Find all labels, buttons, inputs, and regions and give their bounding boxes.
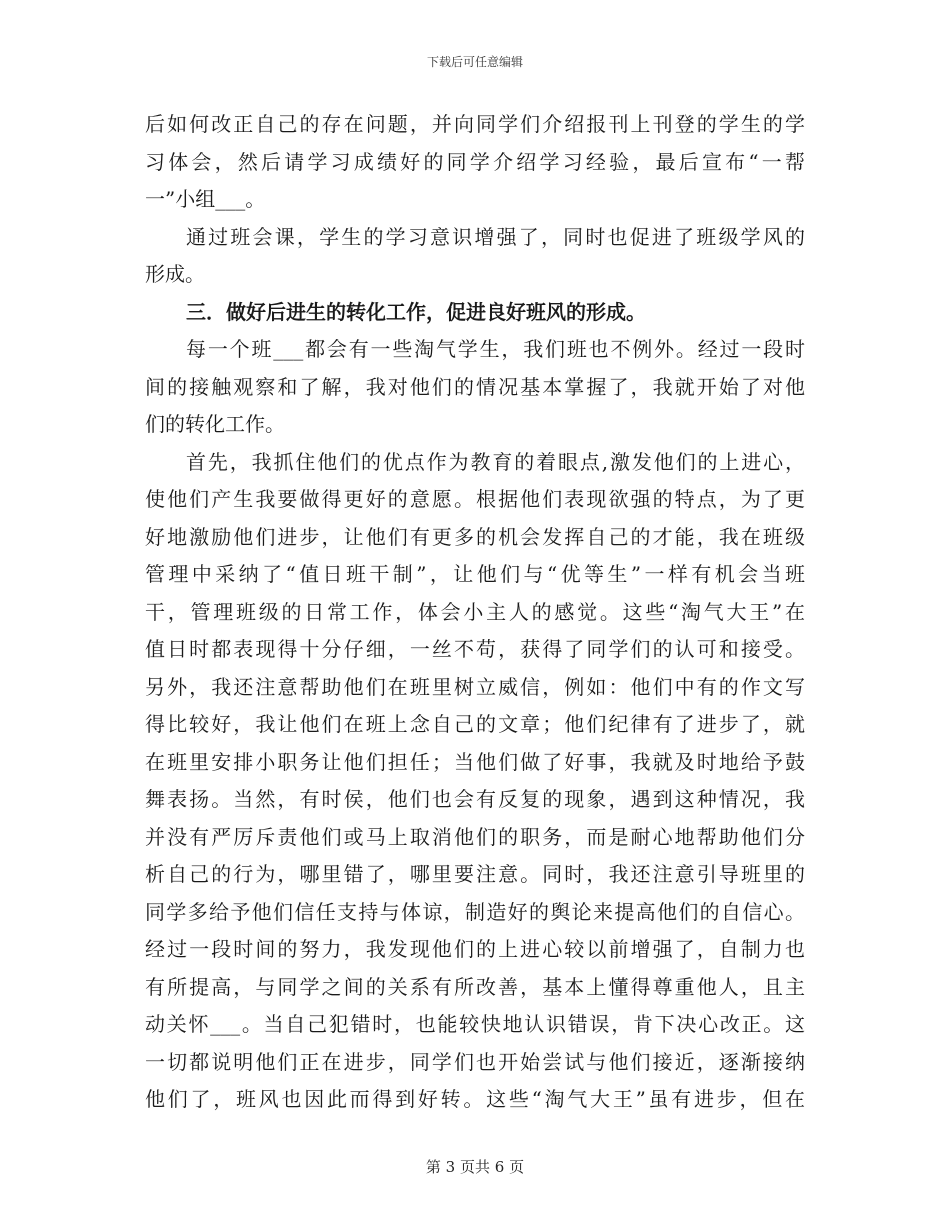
text-line: 值日时都表现得十分仔细，一丝不苟，获得了同学们的认可和接受。 — [145, 637, 805, 661]
text-line: 并没有严厉斥责他们或马上取消他们的职务，而是耐心地帮助他们分 — [145, 824, 805, 849]
paragraph-start-line: 通过班会课，学生的学习意识增强了，同时也促进了班级学风的 — [186, 224, 805, 249]
text-line: 他们了，班风也因此而得到好转。这些“淘气大王”虽有进步，但在 — [145, 1087, 805, 1111]
text-line: 使他们产生我要做得更好的意愿。根据他们表现欲强的特点，为了更 — [145, 487, 805, 511]
text-line: 经过一段时间的努力，我发现他们的上进心较以前增强了，自制力也 — [145, 937, 805, 961]
text-line: 动关怀___。当自己犯错时，也能较快地认识错误，肯下决心改正。这 — [145, 1012, 805, 1036]
text-line: 同学多给予他们信任支持与体谅，制造好的舆论来提高他们的自信心。 — [145, 899, 805, 924]
section-heading: 三．做好后进生的转化工作，促进良好班风的形成。 — [186, 299, 646, 324]
text-line: 间的接触观察和了解，我对他们的情况基本掌握了，我就开始了对他 — [145, 374, 805, 399]
text-line: 们的转化工作。 — [145, 412, 285, 436]
page-number: 第 3 页共 6 页 — [425, 1158, 525, 1176]
text-line: 有所提高，与同学之间的关系有所改善，基本上懂得尊重他人，且主 — [145, 974, 805, 999]
text-line: 管理中采纳了“值日班干制”，让他们与“优等生”一样有机会当班 — [145, 562, 805, 586]
text-line: 形成。 — [145, 262, 205, 286]
paragraph-start-line: 首先，我抓住他们的优点作为教育的着眼点,激发他们的上进心， — [186, 449, 805, 474]
text-line: 在班里安排小职务让他们担任；当他们做了好事，我就及时地给予鼓 — [145, 749, 805, 774]
document-body — [145, 106, 805, 1119]
text-line: 一切都说明他们正在进步，同学们也开始尝试与他们接近，逐渐接纳 — [145, 1049, 805, 1074]
text-line: 一”小组___。 — [145, 187, 266, 211]
text-line: 得比较好，我让他们在班上念自己的文章；他们纪律有了进步了，就 — [145, 712, 805, 736]
paragraph-start-line: 每一个班___都会有一些淘气学生，我们班也不例外。经过一段时 — [186, 337, 805, 361]
page-header: 下载后可任意编辑 — [426, 55, 523, 69]
text-line: 习体会，然后请学习成绩好的同学介绍学习经验，最后宣布“一帮 — [145, 149, 805, 174]
text-line: 后如何改正自己的存在问题，并向同学们介绍报刊上刊登的学生的学 — [145, 112, 805, 136]
text-line: 干，管理班级的日常工作，体会小主人的感觉。这些“淘气大王”在 — [145, 599, 805, 624]
text-line: 好地激励他们进步，让他们有更多的机会发挥自己的才能，我在班级 — [145, 524, 805, 549]
text-line: 舞表扬。当然，有时侯，他们也会有反复的现象，遇到这种情况，我 — [145, 787, 805, 811]
text-line: 另外，我还注意帮助他们在班里树立威信，例如：他们中有的作文写 — [145, 674, 805, 699]
text-line: 析自己的行为，哪里错了，哪里要注意。同时，我还注意引导班里的 — [145, 862, 805, 886]
